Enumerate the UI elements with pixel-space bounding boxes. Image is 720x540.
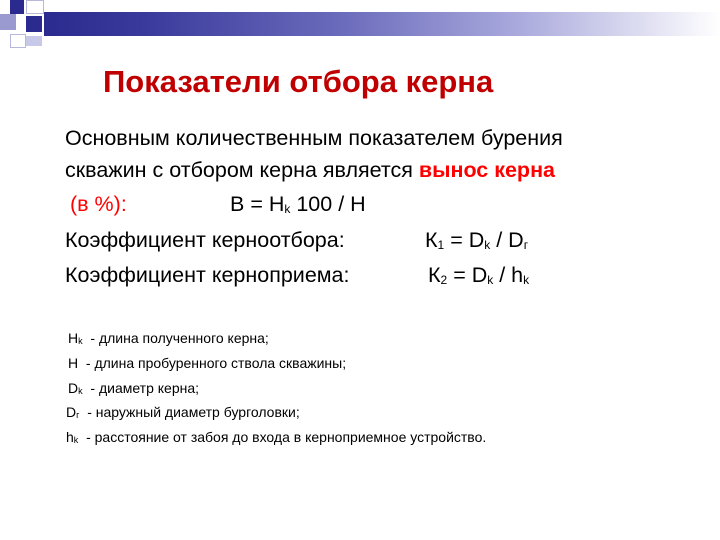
formula-b-lhs: В = Н (230, 192, 285, 216)
coef1-k-sub: 1 (437, 238, 445, 252)
coef2-label: Коэффициент керноприема: (65, 263, 350, 287)
gradient-bar (44, 12, 720, 36)
coef2-mid: = D (447, 263, 488, 287)
legend-sub: k (78, 336, 83, 346)
coef2-k-sub: 2 (440, 273, 448, 287)
decor-square (10, 34, 26, 48)
legend-item (66, 429, 486, 445)
coef1-end-sub: г (523, 238, 529, 252)
intro-line-2 (65, 158, 555, 183)
decor-square (10, 0, 24, 14)
intro-text-1: Основным количественным показателем бурения (65, 126, 563, 150)
coef1-mid-sub: k (484, 238, 491, 252)
coef2-mid-sub: k (487, 273, 494, 287)
formula-b-sub: k (284, 202, 291, 216)
legend-desc: - длина пробуренного ствола скважины; (78, 355, 347, 371)
coef-recovery-line (65, 228, 345, 253)
legend-symbol: D (66, 404, 77, 420)
slide-title: Показатели отбора керна (103, 64, 494, 99)
legend-desc: - наружный диаметр бурголовки; (79, 404, 300, 420)
legend-item (68, 380, 199, 396)
formula-b-rhs: 100 / Н (290, 192, 366, 216)
decor-square (26, 0, 44, 14)
coef1-label: Коэффициент керноотбора: (65, 228, 345, 252)
intro-line-3 (70, 192, 127, 217)
legend-item (66, 404, 300, 420)
legend-symbol: h (66, 429, 74, 445)
core-recovery-highlight: вынос керна (418, 158, 556, 182)
coef2-formula (428, 263, 529, 288)
legend-item (68, 355, 346, 371)
legend-desc: - диаметр керна; (82, 380, 200, 396)
coef2-k: К (428, 263, 441, 287)
coef1-k: К (425, 228, 438, 252)
legend-desc: - длина полученного керна; (82, 330, 269, 346)
formula-b (230, 192, 366, 217)
legend-symbol: Н (68, 355, 79, 371)
coef-intake-line (65, 263, 350, 288)
legend-sub: k (73, 435, 79, 445)
decor-square (0, 14, 16, 30)
intro-line-1 (65, 126, 563, 151)
legend-symbol: Н (68, 330, 79, 346)
legend-sub: k (78, 386, 83, 396)
legend-item (68, 330, 269, 346)
decor-square (26, 36, 42, 46)
legend-symbol: D (68, 380, 79, 396)
legend-sub: г (76, 410, 80, 420)
header-decoration (0, 0, 720, 50)
coef2-end-sub: k (523, 273, 530, 287)
coef1-slash: / D (490, 228, 524, 252)
coef2-slash: / h (493, 263, 524, 287)
coef1-mid: = D (444, 228, 485, 252)
legend-desc: - расстояние от забоя до входа в керноприемное устройство. (78, 429, 487, 445)
decor-square (26, 16, 42, 32)
coef1-formula (425, 228, 528, 253)
unit-label: (в %): (70, 192, 127, 216)
intro-text-2: скважин с отбором керна является (65, 158, 419, 182)
